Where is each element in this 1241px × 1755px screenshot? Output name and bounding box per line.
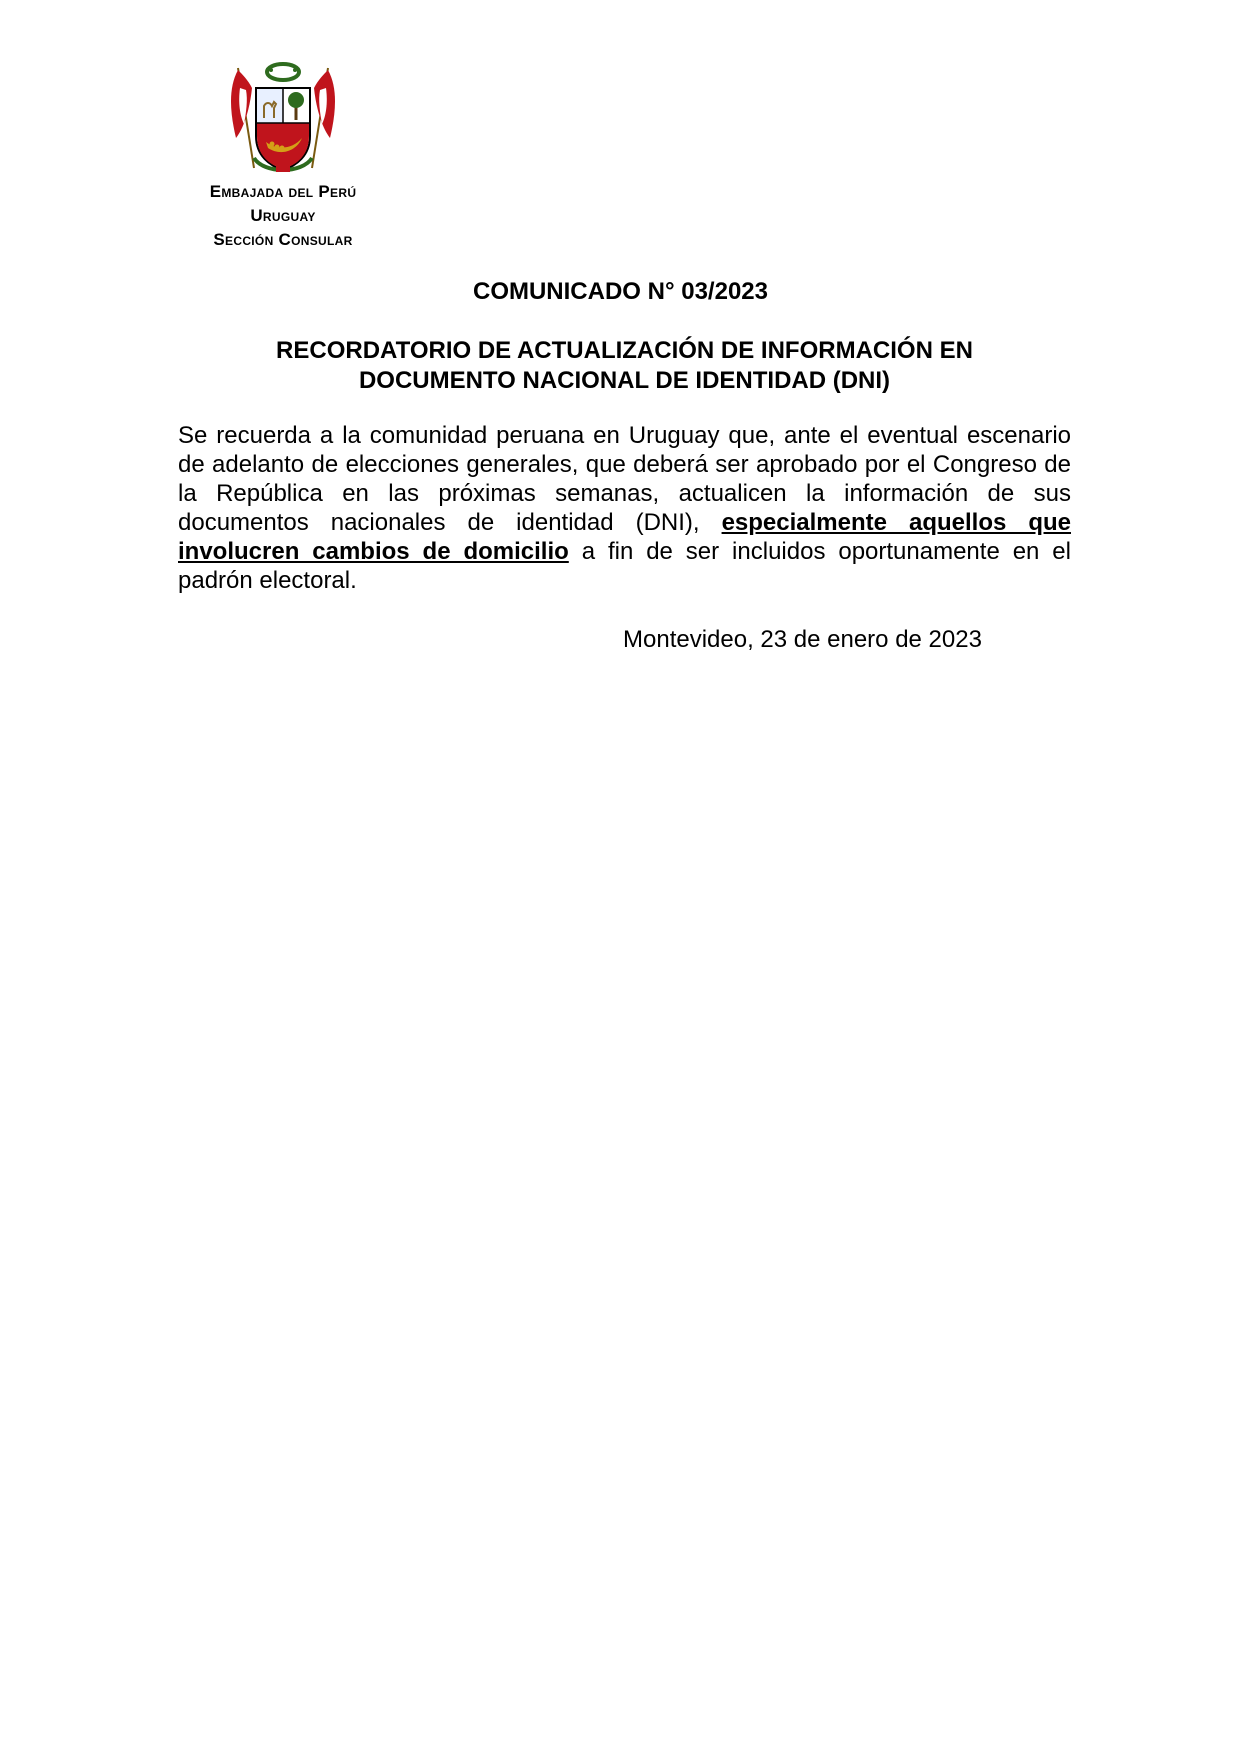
place-and-date: Montevideo, 23 de enero de 2023 (623, 626, 982, 653)
body-text-part-1: Se recuerda a la comunidad peruana en Uruguay que, ante el eventual escenario de adelanto de elecciones generales, que deberá ser aprobado por el Congreso de la República en las próximas semanas, actualicen la información de sus documentos nacionales de identidad (DNI), (178, 422, 1071, 536)
communique-body (178, 421, 1071, 595)
communique-title-line-2: DOCUMENTO NACIONAL DE IDENTIDAD (DNI) (358, 367, 891, 394)
body-text-part-2: a fin de ser incluidos oportunamente en el padrón electoral. (178, 538, 1071, 594)
embassy-section: Sección Consular (213, 230, 353, 249)
letterhead (168, 58, 398, 252)
communique-title-line-1: RECORDATORIO DE ACTUALIZACIÓN DE INFORMACIÓN EN (276, 337, 973, 364)
peru-coat-of-arms-icon (224, 58, 342, 178)
embassy-country: Uruguay (250, 206, 316, 225)
communique-number: COMUNICADO N° 03/2023 (472, 278, 768, 305)
communique-title (178, 336, 1071, 396)
embassy-name: Embajada del Perú (209, 182, 357, 201)
body-emphasis: especialmente aquellos que involucren cambios de domicilio (178, 509, 1071, 565)
